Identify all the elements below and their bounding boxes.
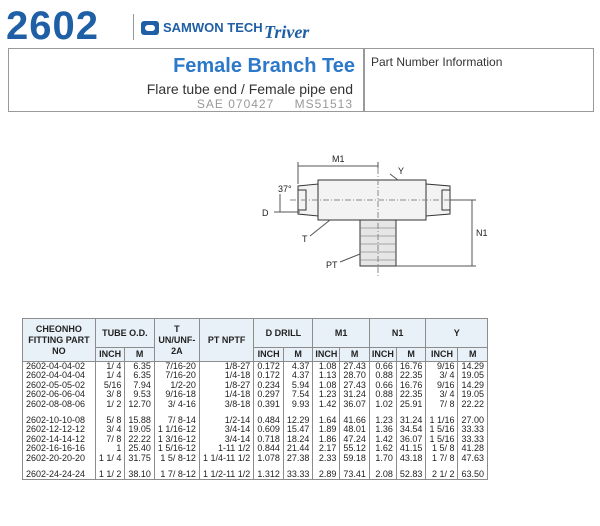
table-cell: 33.33 xyxy=(458,425,488,434)
product-title: Female Branch Tee xyxy=(173,55,355,77)
table-cell: 22.35 xyxy=(396,390,426,399)
table-cell: 0.66 xyxy=(369,381,396,390)
table-cell: 27.00 xyxy=(458,416,488,425)
table-cell: 33.33 xyxy=(458,435,488,444)
header xyxy=(0,0,600,48)
table-cell: 3/ 4 xyxy=(95,425,125,434)
table-cell: 9/16 xyxy=(426,381,458,390)
table-cell: 9/16 xyxy=(426,362,458,372)
table-cell: 19.05 xyxy=(125,425,155,434)
table-cell: 22.22 xyxy=(125,435,155,444)
triver-logo: Triver xyxy=(264,22,310,42)
table-cell: 34.54 xyxy=(396,425,426,434)
table-cell: 5/ 8 xyxy=(95,416,125,425)
table-cell: 1 5/ 8-12 xyxy=(154,454,199,463)
table-cell: 0.88 xyxy=(369,371,396,380)
table-cell: 2 1/ 2 xyxy=(426,470,458,480)
table-cell: 2602-20-20-20 xyxy=(23,454,96,463)
sub-inch: INCH xyxy=(313,348,340,362)
table-cell: 38.10 xyxy=(125,470,155,480)
table-cell: 36.07 xyxy=(396,435,426,444)
table-cell: 1.62 xyxy=(369,444,396,453)
table-cell: 1.312 xyxy=(254,470,284,480)
table-cell: 0.844 xyxy=(254,444,284,453)
table-cell: 7.94 xyxy=(125,381,155,390)
table-cell: 2.33 xyxy=(313,454,340,463)
table-cell: 41.15 xyxy=(396,444,426,453)
table-cell: 7/ 8 xyxy=(95,435,125,444)
table-cell: 1 5/ 8 xyxy=(426,444,458,453)
table-cell: 2.08 xyxy=(369,470,396,480)
table-cell: 2.89 xyxy=(313,470,340,480)
table-cell: 1 5/16-12 xyxy=(154,444,199,453)
table-cell: 47.63 xyxy=(458,454,488,463)
table-cell: 12.70 xyxy=(125,400,155,409)
table-cell: 7.54 xyxy=(283,390,313,399)
table-cell: 1.078 xyxy=(254,454,284,463)
table-cell: 7/ 8-14 xyxy=(154,416,199,425)
standard-ms: MS51513 xyxy=(294,97,353,111)
col-pt: PT NPTF xyxy=(199,319,253,362)
table-cell: 1.89 xyxy=(313,425,340,434)
label-m1: M1 xyxy=(332,154,345,164)
table-cell: 27.43 xyxy=(340,362,370,372)
table-cell: 0.391 xyxy=(254,400,284,409)
table-cell: 2602-24-24-24 xyxy=(23,470,96,480)
table-cell: 52.83 xyxy=(396,470,426,480)
table-cell: 1/8-27 xyxy=(199,362,253,372)
table-cell: 19.05 xyxy=(458,371,488,380)
table-cell: 9/16-18 xyxy=(154,390,199,399)
table-cell: 1 1/ 2 xyxy=(95,470,125,480)
col-t: T UN/UNF-2A xyxy=(154,319,199,362)
table-cell: 1 1/4-11 1/2 xyxy=(199,454,253,463)
table-cell: 59.18 xyxy=(340,454,370,463)
table-cell: 47.24 xyxy=(340,435,370,444)
table-cell: 3/ 8 xyxy=(95,390,125,399)
table-cell: 43.18 xyxy=(396,454,426,463)
table-cell: 1 1/ 4 xyxy=(95,454,125,463)
sub-m: M xyxy=(340,348,370,362)
table-cell: 1.08 xyxy=(313,381,340,390)
spec-table-body xyxy=(23,362,488,480)
table-cell: 1 xyxy=(95,444,125,453)
table-cell: 0.297 xyxy=(254,390,284,399)
table-cell: 6.35 xyxy=(125,362,155,372)
table-cell: 1.02 xyxy=(369,400,396,409)
table-cell: 3/4-14 xyxy=(199,425,253,434)
table-cell: 31.75 xyxy=(125,454,155,463)
table-cell: 1/ 4 xyxy=(95,362,125,372)
table-cell: 1 1/2-11 1/2 xyxy=(199,470,253,480)
label-n1: N1 xyxy=(476,228,488,238)
table-cell: 14.29 xyxy=(458,362,488,372)
table-cell: 0.718 xyxy=(254,435,284,444)
table-cell: 9.93 xyxy=(283,400,313,409)
sub-m: M xyxy=(125,348,155,362)
table-cell: 1.13 xyxy=(313,371,340,380)
table-cell: 1 7/ 8 xyxy=(426,454,458,463)
divider xyxy=(133,14,134,40)
table-row xyxy=(23,454,488,463)
table-cell: 1.70 xyxy=(369,454,396,463)
table-cell: 2602-08-08-06 xyxy=(23,400,96,409)
table-cell: 16.76 xyxy=(396,381,426,390)
table-cell: 3/4-14 xyxy=(199,435,253,444)
table-cell: 0.484 xyxy=(254,416,284,425)
table-cell: 1.36 xyxy=(369,425,396,434)
col-d: D DRILL xyxy=(254,319,313,348)
table-cell: 2602-14-14-12 xyxy=(23,435,96,444)
table-cell: 36.07 xyxy=(340,400,370,409)
table-cell: 28.70 xyxy=(340,371,370,380)
sub-inch: INCH xyxy=(95,348,125,362)
table-cell: 2602-16-16-16 xyxy=(23,444,96,453)
table-cell: 2602-06-06-04 xyxy=(23,390,96,399)
title-box xyxy=(8,48,364,112)
table-cell: 33.33 xyxy=(283,470,313,480)
table-cell: 7/ 8 xyxy=(426,400,458,409)
table-cell: 55.12 xyxy=(340,444,370,453)
table-cell: 25.91 xyxy=(396,400,426,409)
table-cell: 2.17 xyxy=(313,444,340,453)
table-cell: 41.66 xyxy=(340,416,370,425)
table-cell: 5/16 xyxy=(95,381,125,390)
table-cell: 1.23 xyxy=(369,416,396,425)
col-m1: M1 xyxy=(313,319,370,348)
table-cell: 31.24 xyxy=(396,416,426,425)
table-cell: 19.05 xyxy=(458,390,488,399)
table-cell: 21.44 xyxy=(283,444,313,453)
table-cell: 1.64 xyxy=(313,416,340,425)
part-number-info-box xyxy=(364,48,594,112)
table-cell: 9.53 xyxy=(125,390,155,399)
label-pt: PT xyxy=(326,260,338,270)
table-row xyxy=(23,470,488,480)
sub-m: M xyxy=(458,348,488,362)
label-y: Y xyxy=(398,166,405,176)
table-cell: 22.22 xyxy=(458,400,488,409)
table-cell: 1/4-18 xyxy=(199,371,253,380)
table-cell: 1/ 4 xyxy=(95,371,125,380)
table-cell: 0.66 xyxy=(369,362,396,372)
spec-table xyxy=(22,318,488,480)
table-cell: 73.41 xyxy=(340,470,370,480)
table-cell: 1/2-20 xyxy=(154,381,199,390)
table-cell: 15.88 xyxy=(125,416,155,425)
part-number-info-label: Part Number Information xyxy=(371,55,503,69)
table-cell: 1 1/16-12 xyxy=(154,425,199,434)
table-cell: 0.172 xyxy=(254,362,284,372)
table-cell: 31.24 xyxy=(340,390,370,399)
label-t: T xyxy=(302,234,308,244)
standard-sae: SAE 070427 xyxy=(196,97,275,111)
table-cell: 4.37 xyxy=(283,371,313,380)
table-cell: 1.23 xyxy=(313,390,340,399)
fitting-drawing xyxy=(240,150,500,290)
table-cell: 41.28 xyxy=(458,444,488,453)
table-cell: 1.86 xyxy=(313,435,340,444)
table-cell: 0.609 xyxy=(254,425,284,434)
product-subtitle: Flare tube end / Female pipe end xyxy=(146,81,353,97)
col-part: CHEONHO FITTING PART NO xyxy=(23,319,96,362)
table-cell: 27.43 xyxy=(340,381,370,390)
table-cell: 1/8-27 xyxy=(199,381,253,390)
table-cell: 0.172 xyxy=(254,371,284,380)
table-cell: 48.01 xyxy=(340,425,370,434)
table-cell: 2602-04-04-02 xyxy=(23,362,96,372)
table-cell: 12.29 xyxy=(283,416,313,425)
label-angle: 37° xyxy=(278,184,292,194)
table-cell: 7/16-20 xyxy=(154,371,199,380)
table-cell: 2602-04-04-04 xyxy=(23,371,96,380)
sub-m: M xyxy=(283,348,313,362)
table-cell: 1 5/16 xyxy=(426,425,458,434)
sub-inch: INCH xyxy=(254,348,284,362)
table-cell: 2602-05-05-02 xyxy=(23,381,96,390)
table-cell: 3/8-18 xyxy=(199,400,253,409)
brand-samwon: SAMWON TECH xyxy=(163,20,263,35)
sub-inch: INCH xyxy=(426,348,458,362)
table-cell: 1-11 1/2 xyxy=(199,444,253,453)
table-cell: 15.47 xyxy=(283,425,313,434)
part-number-heading: 2602 xyxy=(6,4,99,48)
table-cell: 2602-12-12-12 xyxy=(23,425,96,434)
sub-inch: INCH xyxy=(369,348,396,362)
samwon-tech-logo xyxy=(141,20,263,35)
table-cell: 4.37 xyxy=(283,362,313,372)
table-cell: 5.94 xyxy=(283,381,313,390)
col-tube: TUBE O.D. xyxy=(95,319,154,348)
samwon-logo-icon xyxy=(141,21,159,35)
table-cell: 7/16-20 xyxy=(154,362,199,372)
table-cell: 25.40 xyxy=(125,444,155,453)
table-cell: 1 7/ 8-12 xyxy=(154,470,199,480)
table-cell: 22.35 xyxy=(396,371,426,380)
table-cell: 27.38 xyxy=(283,454,313,463)
col-n1: N1 xyxy=(369,319,426,348)
table-cell: 63.50 xyxy=(458,470,488,480)
table-cell: 1/2-14 xyxy=(199,416,253,425)
table-cell: 1/ 2 xyxy=(95,400,125,409)
table-cell: 14.29 xyxy=(458,381,488,390)
table-cell: 1 5/16 xyxy=(426,435,458,444)
table-cell: 6.35 xyxy=(125,371,155,380)
table-cell: 1/4-18 xyxy=(199,390,253,399)
standards xyxy=(181,97,353,111)
col-y: Y xyxy=(426,319,488,348)
table-cell: 16.76 xyxy=(396,362,426,372)
table-cell: 1.42 xyxy=(313,400,340,409)
table-cell: 0.88 xyxy=(369,390,396,399)
table-cell: 18.24 xyxy=(283,435,313,444)
sub-m: M xyxy=(396,348,426,362)
table-cell: 1.42 xyxy=(369,435,396,444)
table-cell: 2602-10-10-08 xyxy=(23,416,96,425)
table-cell: 1 3/16-12 xyxy=(154,435,199,444)
label-d: D xyxy=(262,208,269,218)
table-cell: 1.08 xyxy=(313,362,340,372)
table-row xyxy=(23,400,488,409)
table-cell: 3/ 4 xyxy=(426,390,458,399)
table-cell: 1 1/16 xyxy=(426,416,458,425)
table-cell: 3/ 4 xyxy=(426,371,458,380)
table-cell: 0.234 xyxy=(254,381,284,390)
table-cell: 3/ 4-16 xyxy=(154,400,199,409)
